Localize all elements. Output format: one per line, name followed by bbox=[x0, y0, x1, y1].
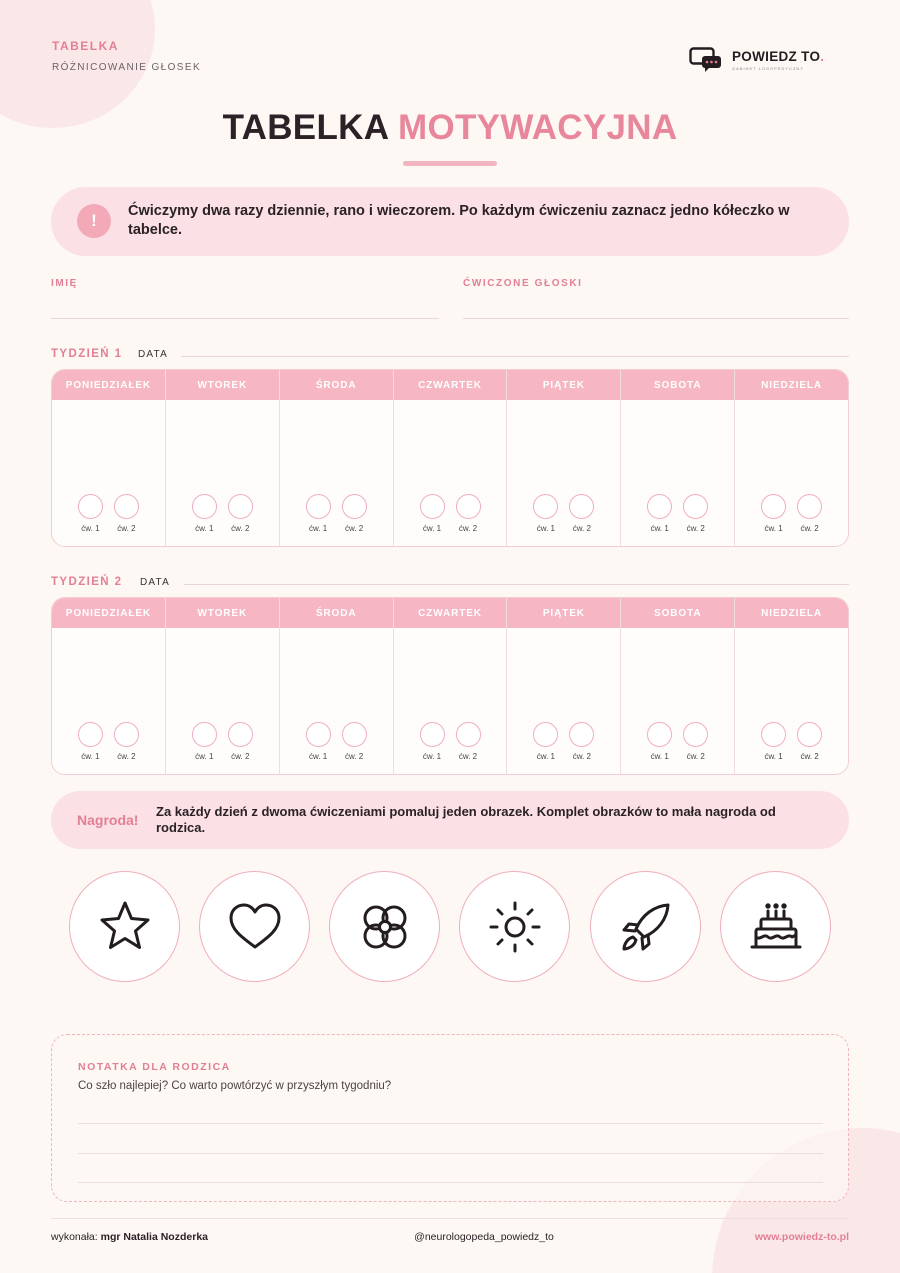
week-label: TYDZIEŃ 1 bbox=[51, 348, 123, 360]
exercise-label: ćw. 1 bbox=[764, 752, 783, 761]
exercise-item bbox=[533, 722, 558, 761]
exercise-checkbox-circle[interactable] bbox=[683, 494, 708, 519]
note-writing-line[interactable] bbox=[78, 1123, 823, 1124]
day-header: NIEDZIELA bbox=[735, 370, 848, 400]
day-header: SOBOTA bbox=[621, 598, 734, 628]
week-date-label: DATA bbox=[138, 349, 168, 360]
exercise-checkbox-circle[interactable] bbox=[456, 722, 481, 747]
exercise-label: ćw. 1 bbox=[195, 524, 214, 533]
exercise-circles bbox=[166, 494, 279, 533]
exercise-label: ćw. 2 bbox=[686, 524, 705, 533]
exercise-checkbox-circle[interactable] bbox=[78, 722, 103, 747]
week-date-line[interactable] bbox=[184, 584, 849, 585]
sounds-input-line[interactable] bbox=[463, 318, 849, 319]
exercise-label: ćw. 2 bbox=[117, 524, 136, 533]
day-header: PONIEDZIAŁEK bbox=[52, 598, 165, 628]
day-column bbox=[280, 370, 394, 546]
footer-social: @neurologopeda_powiedz_to bbox=[414, 1231, 554, 1243]
day-header: ŚRODA bbox=[280, 370, 393, 400]
exercise-circles bbox=[52, 494, 165, 533]
exercise-label: ćw. 2 bbox=[458, 752, 478, 761]
instruction-text: Ćwiczymy dwa razy dziennie, rano i wieczorem. Po każdym ćwiczeniu zaznacz jedno kółeczko w tabelce. bbox=[128, 203, 790, 238]
exercise-label: ćw. 1 bbox=[81, 752, 100, 761]
exercise-item bbox=[228, 722, 253, 761]
day-header: CZWARTEK bbox=[394, 370, 507, 400]
week-table bbox=[51, 369, 849, 547]
day-column bbox=[621, 598, 735, 774]
exercise-label: ćw. 2 bbox=[117, 752, 136, 761]
exercise-checkbox-circle[interactable] bbox=[456, 494, 481, 519]
exercise-item bbox=[456, 722, 481, 761]
exercise-checkbox-circle[interactable] bbox=[342, 494, 367, 519]
exercise-item bbox=[647, 494, 672, 533]
exercise-label: ćw. 1 bbox=[81, 524, 100, 533]
reward-cake[interactable] bbox=[720, 871, 831, 982]
exercise-label: ćw. 1 bbox=[536, 524, 555, 533]
exercise-checkbox-circle[interactable] bbox=[569, 722, 594, 747]
footer-website[interactable]: www.powiedz-to.pl bbox=[754, 1231, 849, 1243]
footer-divider bbox=[51, 1218, 849, 1219]
author-name: mgr Natalia Nozderka bbox=[100, 1231, 208, 1243]
page-title bbox=[0, 108, 900, 148]
exercise-item bbox=[114, 494, 139, 533]
day-header: WTOREK bbox=[166, 370, 279, 400]
exercise-checkbox-circle[interactable] bbox=[228, 722, 253, 747]
day-header: PIĄTEK bbox=[507, 370, 620, 400]
note-question: Co szło najlepiej? Co warto powtórzyć w przyszłym tygodniu? bbox=[78, 1080, 392, 1092]
exercise-label: ćw. 2 bbox=[345, 752, 364, 761]
speech-bubbles-icon bbox=[689, 47, 723, 73]
exercise-item bbox=[192, 494, 217, 533]
exercise-item bbox=[569, 494, 594, 533]
exercise-checkbox-circle[interactable] bbox=[420, 722, 445, 747]
exercise-item bbox=[569, 722, 594, 761]
parent-note bbox=[51, 1034, 849, 1202]
exercise-checkbox-circle[interactable] bbox=[647, 494, 672, 519]
exercise-item bbox=[761, 722, 786, 761]
header-subtitle: RÓŻNICOWANIE GŁOSEK bbox=[52, 62, 202, 73]
day-column bbox=[507, 598, 621, 774]
logo-tagline: GABINET LOGOPEDYCZNY bbox=[732, 66, 804, 71]
exercise-checkbox-circle[interactable] bbox=[306, 722, 331, 747]
day-header: ŚRODA bbox=[280, 598, 393, 628]
exercise-item bbox=[797, 494, 822, 533]
day-column bbox=[735, 598, 848, 774]
exercise-circles bbox=[280, 494, 393, 533]
exercise-label: ćw. 1 bbox=[650, 752, 669, 761]
exercise-label: ćw. 1 bbox=[650, 524, 669, 533]
exercise-item bbox=[683, 722, 708, 761]
exercise-label: ćw. 1 bbox=[195, 752, 214, 761]
exercise-item bbox=[456, 494, 481, 533]
heart-icon bbox=[225, 897, 285, 957]
exercise-item bbox=[78, 494, 103, 533]
sounds-label: ĆWICZONE GŁOSKI bbox=[463, 278, 583, 289]
day-column bbox=[394, 370, 508, 546]
exercise-label: ćw. 2 bbox=[572, 752, 591, 761]
exercise-label: ćw. 1 bbox=[422, 524, 442, 533]
exercise-item bbox=[306, 494, 331, 533]
exercise-item bbox=[420, 494, 445, 533]
exercise-label: ćw. 1 bbox=[309, 524, 328, 533]
exercise-circles bbox=[280, 722, 393, 761]
exercise-label: ćw. 1 bbox=[764, 524, 783, 533]
exercise-checkbox-circle[interactable] bbox=[797, 494, 822, 519]
exercise-checkbox-circle[interactable] bbox=[533, 494, 558, 519]
exercise-checkbox-circle[interactable] bbox=[78, 494, 103, 519]
day-column bbox=[280, 598, 394, 774]
exercise-label: ćw. 2 bbox=[231, 752, 250, 761]
header-kicker: TABELKA bbox=[52, 39, 119, 53]
exercise-label: ćw. 2 bbox=[458, 524, 478, 533]
week-table bbox=[51, 597, 849, 775]
exercise-checkbox-circle[interactable] bbox=[228, 494, 253, 519]
exercise-item bbox=[114, 722, 139, 761]
exercise-checkbox-circle[interactable] bbox=[192, 722, 217, 747]
week-date-label: DATA bbox=[140, 577, 170, 588]
reward-rocket[interactable] bbox=[590, 871, 701, 982]
exercise-checkbox-circle[interactable] bbox=[114, 494, 139, 519]
exclamation-icon: ! bbox=[77, 204, 111, 238]
exercise-circles bbox=[621, 494, 734, 533]
title-part-dark: TABELKA bbox=[222, 108, 388, 147]
star-icon bbox=[95, 897, 155, 957]
exercise-circles bbox=[394, 722, 507, 761]
day-column bbox=[394, 598, 508, 774]
day-column bbox=[52, 370, 166, 546]
reward-text: Za każdy dzień z dwoma ćwiczeniami pomaluj jeden obrazek. Komplet obrazków to mała nagroda od rodzica. bbox=[156, 804, 776, 835]
exercise-checkbox-circle[interactable] bbox=[761, 722, 786, 747]
day-header: PONIEDZIAŁEK bbox=[52, 370, 165, 400]
exercise-checkbox-circle[interactable] bbox=[342, 722, 367, 747]
exercise-label: ćw. 1 bbox=[309, 752, 328, 761]
exercise-circles bbox=[166, 722, 279, 761]
note-writing-line[interactable] bbox=[78, 1182, 823, 1183]
week-label: TYDZIEŃ 2 bbox=[51, 576, 123, 588]
day-column bbox=[52, 598, 166, 774]
exercise-checkbox-circle[interactable] bbox=[306, 494, 331, 519]
logo-name: POWIEDZ TO. bbox=[732, 49, 825, 64]
exercise-item bbox=[533, 494, 558, 533]
day-header: SOBOTA bbox=[621, 370, 734, 400]
day-header: NIEDZIELA bbox=[735, 598, 848, 628]
reward-title: Nagroda! bbox=[77, 812, 139, 828]
exercise-label: ćw. 1 bbox=[422, 752, 442, 761]
exercise-circles bbox=[621, 722, 734, 761]
note-writing-line[interactable] bbox=[78, 1153, 823, 1154]
exercise-label: ćw. 2 bbox=[800, 752, 819, 761]
exercise-item bbox=[306, 722, 331, 761]
exercise-item bbox=[420, 722, 445, 761]
exercise-label: ćw. 2 bbox=[572, 524, 591, 533]
exercise-label: ćw. 2 bbox=[800, 524, 819, 533]
reward-flower[interactable] bbox=[329, 871, 440, 982]
reward-banner bbox=[51, 791, 849, 849]
exercise-circles bbox=[52, 722, 165, 761]
day-column bbox=[621, 370, 735, 546]
exercise-circles bbox=[735, 722, 848, 761]
exercise-item bbox=[342, 494, 367, 533]
exercise-item bbox=[228, 494, 253, 533]
exercise-checkbox-circle[interactable] bbox=[647, 722, 672, 747]
exercise-circles bbox=[735, 494, 848, 533]
exercise-checkbox-circle[interactable] bbox=[420, 494, 445, 519]
exercise-item bbox=[342, 722, 367, 761]
day-header: WTOREK bbox=[166, 598, 279, 628]
day-header: PIĄTEK bbox=[507, 598, 620, 628]
name-label: IMIĘ bbox=[51, 278, 78, 289]
exercise-circles bbox=[394, 494, 507, 533]
reward-sun[interactable] bbox=[459, 871, 570, 982]
exercise-circles bbox=[507, 722, 620, 761]
exercise-label: ćw. 2 bbox=[345, 524, 364, 533]
exercise-label: ćw. 2 bbox=[686, 752, 705, 761]
exercise-item bbox=[78, 722, 103, 761]
exercise-circles bbox=[507, 494, 620, 533]
exercise-checkbox-circle[interactable] bbox=[114, 722, 139, 747]
instruction-banner bbox=[51, 187, 849, 256]
day-column bbox=[507, 370, 621, 546]
exercise-item bbox=[761, 494, 786, 533]
exercise-checkbox-circle[interactable] bbox=[192, 494, 217, 519]
exercise-checkbox-circle[interactable] bbox=[569, 494, 594, 519]
day-column bbox=[166, 370, 280, 546]
header-left bbox=[52, 39, 201, 73]
exercise-item bbox=[192, 722, 217, 761]
exercise-checkbox-circle[interactable] bbox=[533, 722, 558, 747]
exercise-checkbox-circle[interactable] bbox=[683, 722, 708, 747]
logo bbox=[689, 47, 824, 73]
author-prefix: wykonała: bbox=[51, 1231, 98, 1243]
flower-icon bbox=[355, 897, 415, 957]
reward-star[interactable] bbox=[69, 871, 180, 982]
name-input-line[interactable] bbox=[51, 318, 439, 319]
exercise-item bbox=[683, 494, 708, 533]
exercise-label: ćw. 1 bbox=[536, 752, 555, 761]
day-column bbox=[166, 598, 280, 774]
exercise-checkbox-circle[interactable] bbox=[797, 722, 822, 747]
rocket-icon bbox=[616, 897, 676, 957]
exercise-label: ćw. 2 bbox=[231, 524, 250, 533]
day-column bbox=[735, 370, 848, 546]
birthday-cake-icon bbox=[746, 897, 806, 957]
exercise-checkbox-circle[interactable] bbox=[761, 494, 786, 519]
note-title: NOTATKA DLA RODZICA bbox=[78, 1061, 231, 1073]
title-underline bbox=[403, 161, 497, 166]
exercise-item bbox=[647, 722, 672, 761]
title-part-pink: MOTYWACYJNA bbox=[398, 108, 678, 147]
sun-icon bbox=[485, 897, 545, 957]
week-date-line[interactable] bbox=[181, 356, 849, 357]
day-header: CZWARTEK bbox=[394, 598, 507, 628]
reward-heart[interactable] bbox=[199, 871, 310, 982]
exercise-item bbox=[797, 722, 822, 761]
